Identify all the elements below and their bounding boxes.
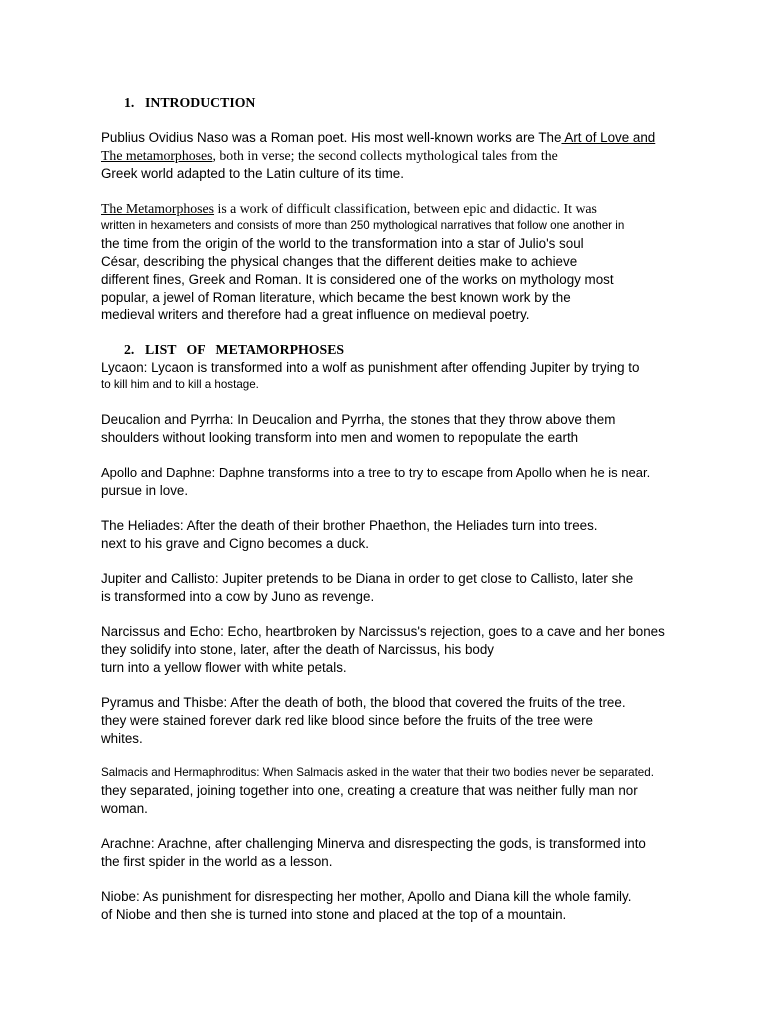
paragraph-line [101,129,655,146]
list-item-line: Jupiter and Callisto: Jupiter pretends to be Diana in order to get close to Callisto, later she [101,571,634,586]
list-item-line: they solidify into stone, later, after the death of Narcissus, his body [101,642,495,657]
section-number: 2. [124,342,135,357]
list-item-line: shoulders without looking transform into men and women to repopulate the earth [101,430,579,445]
list-item-line: Niobe: As punishment for disrespecting her mother, Apollo and Diana kill the whole family. [101,889,632,904]
list-item-line: they separated, joining together into one, creating a creature that was neither fully man nor [101,783,638,798]
text-run: is a work of difficult classification, between epic and didactic. It was [214,201,597,216]
work-title-underlined: Art of Love and [561,130,656,145]
paragraph-line: different fines, Greek and Roman. It is considered one of the works on mythology most [101,272,614,287]
list-item-line: they were stained forever dark red like blood since before the fruits of the tree were [101,713,593,728]
work-title-underlined: The Metamorphoses [101,201,215,216]
section-title: INTRODUCTION [145,95,256,110]
section-heading-introduction [124,94,255,111]
list-item-line: is transformed into a cow by Juno as revenge. [101,589,375,604]
paragraph-line: the time from the origin of the world to the transformation into a star of Julio's soul [101,236,584,251]
list-item-line: to kill him and to kill a hostage. [101,378,259,391]
paragraph-line: popular, a jewel of Roman literature, which became the best known work by the [101,290,571,305]
list-item-line: Salmacis and Hermaphroditus: When Salmacis asked in the water that their two bodies never be separated. [101,766,654,779]
list-item-line: the first spider in the world as a lesson. [101,854,333,869]
paragraph-line: medieval writers and therefore had a great influence on medieval poetry. [101,307,530,322]
list-item-line: woman. [101,801,148,816]
list-item-line: Apollo and Daphne: Daphne transforms into a tree to try to escape from Apollo when he is near. [101,465,651,480]
section-title: LIST OF METAMORPHOSES [145,342,345,357]
paragraph-line [101,147,558,164]
list-item-line: Pyramus and Thisbe: After the death of both, the blood that covered the fruits of the tree. [101,695,626,710]
list-item-line: Narcissus and Echo: Echo, heartbroken by Narcissus's rejection, goes to a cave and her bones [101,624,665,639]
paragraph-line: written in hexameters and consists of more than 250 mythological narratives that follow one another in [101,219,625,232]
list-item-line: Deucalion and Pyrrha: In Deucalion and Pyrrha, the stones that they throw above them [101,412,616,427]
list-item-line: whites. [101,731,143,746]
paragraph-line: Greek world adapted to the Latin culture of its time. [101,166,404,181]
text-run: Publius Ovidius Naso was a Roman poet. His most well-known works are The [101,130,562,145]
list-item-line: Lycaon: Lycaon is transformed into a wolf as punishment after offending Jupiter by trying to [101,360,640,375]
text-run: , both in verse; the second collects mythological tales from the [212,148,558,163]
list-item-line: next to his grave and Cigno becomes a duck. [101,536,369,551]
list-item-line: Arachne: Arachne, after challenging Minerva and disrespecting the gods, is transformed into [101,836,646,851]
list-item-line: The Heliades: After the death of their brother Phaethon, the Heliades turn into trees. [101,518,598,533]
paragraph-line [101,200,597,217]
list-item-line: pursue in love. [101,483,189,498]
section-heading-list [124,341,344,358]
section-number: 1. [124,95,135,110]
paragraph-line: César, describing the physical changes that the different deities make to achieve [101,254,578,269]
work-title-underlined: The metamorphoses [101,148,213,163]
list-item-line: turn into a yellow flower with white petals. [101,660,347,675]
list-item-line: of Niobe and then she is turned into stone and placed at the top of a mountain. [101,907,567,922]
